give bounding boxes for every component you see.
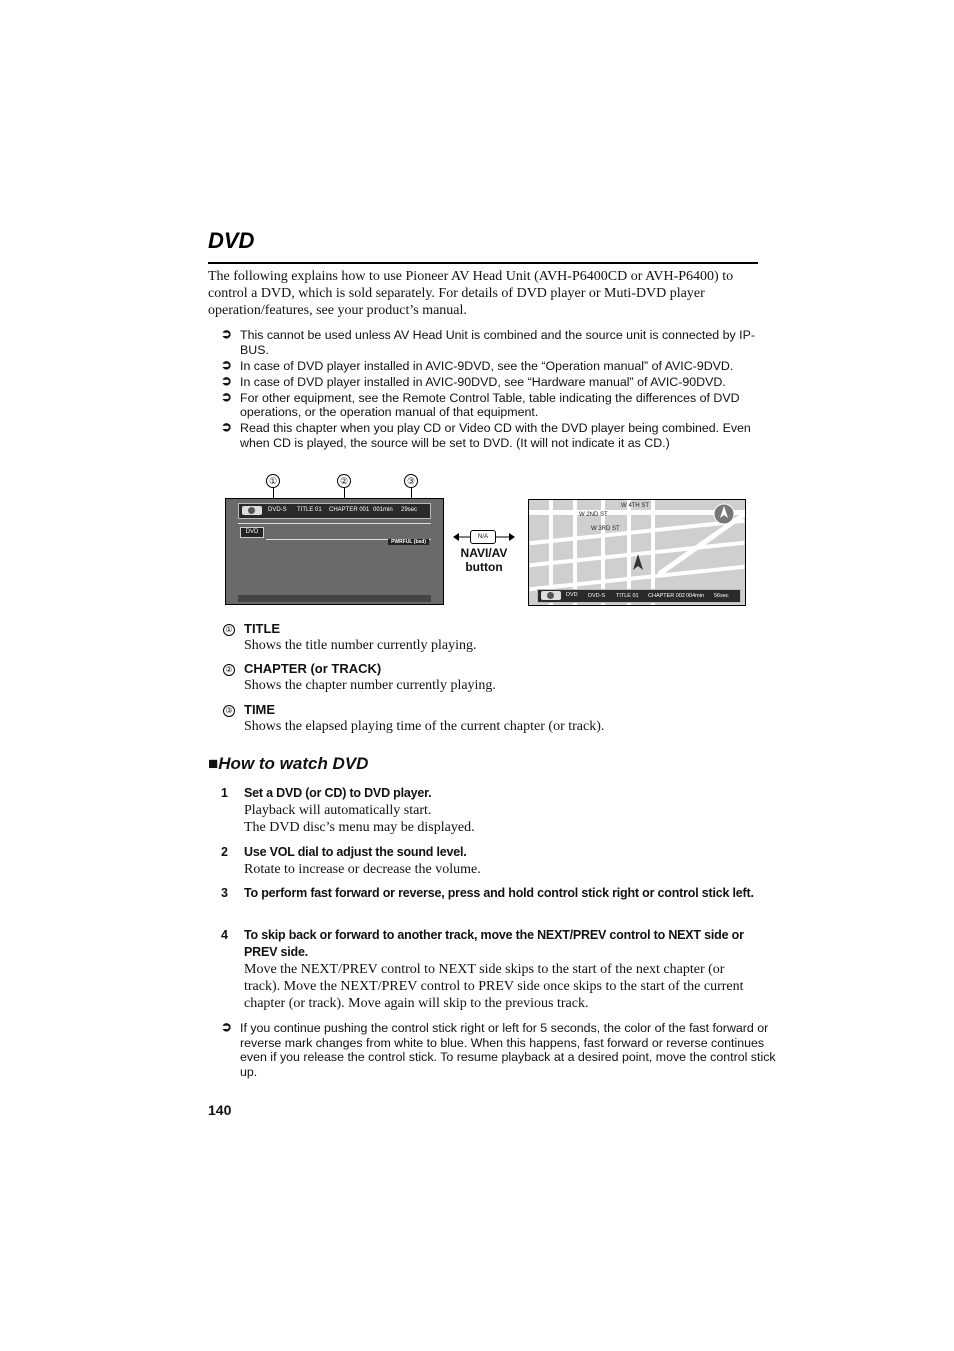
legend-time-label: TIME xyxy=(244,702,276,717)
time-min-readout: 004min xyxy=(686,593,705,599)
note-item: ➲ In case of DVD player installed in AVIC-90DVD, see “Hardware manual” of AVIC-90DVD. xyxy=(221,372,726,389)
title-readout: TITLE 01 xyxy=(616,593,639,599)
legend-title-desc: Shows the title number currently playing. xyxy=(244,638,477,653)
legend-num-2: ② xyxy=(223,664,235,676)
square-bullet-icon: ■ xyxy=(208,754,219,773)
section-heading: ■How to watch DVD xyxy=(208,754,369,773)
page-title: DVD xyxy=(208,228,255,253)
dvd-source-tag: DVD xyxy=(240,527,264,538)
street-label: W 4TH ST xyxy=(621,503,649,509)
map-status-bar xyxy=(537,589,741,603)
note-item: ➲ This cannot be used unless AV Head Unit is combined and the source unit is connected by IP-BUS. xyxy=(221,326,755,357)
vehicle-position-icon xyxy=(633,554,643,570)
navi-map-screen xyxy=(528,499,746,606)
notes-list xyxy=(221,328,761,452)
time-sec-readout: 56sec xyxy=(714,593,729,599)
note-arrow-icon: ➲ xyxy=(221,326,232,341)
step-desc: Rotate to increase or decrease the volume. xyxy=(244,862,481,877)
step-number: 3 xyxy=(221,886,228,900)
step-heading: To skip back or forward to another track, move the NEXT/PREV control to NEXT side or PREV side. xyxy=(244,928,744,959)
legend-chapter-desc: Shows the chapter number currently playing. xyxy=(244,678,496,693)
av-status-bar xyxy=(238,503,431,519)
note-item: ➲ Read this chapter when you play CD or Video CD with the DVD player being combined. Even when CD is played, the source will be set to DVD. (It will not indicate it as CD.) xyxy=(221,419,751,450)
navi-av-label: NAVI/AV button xyxy=(460,546,508,574)
legend-time-desc: Shows the elapsed playing time of the current chapter (or track). xyxy=(244,719,605,734)
legend-num-3: ③ xyxy=(223,705,235,717)
time-min-readout: 001min xyxy=(373,507,393,513)
step-desc: Move the NEXT/PREV control to NEXT side skips to the start of the next chapter (or track). Move the NEXT/PREV control to PREV side once skips to the start of the current chapter (or track). Move again will skip to the previous track. xyxy=(244,962,744,1011)
street-label: W 3RD ST xyxy=(591,526,620,532)
step-number: 2 xyxy=(221,845,228,859)
note-item: ➲ In case of DVD player installed in AVIC-9DVD, see the “Operation manual” of AVIC-9DVD. xyxy=(221,356,734,373)
step-heading: To perform fast forward or reverse, press and hold control stick right or control stick left. xyxy=(244,886,754,900)
note-arrow-icon: ➲ xyxy=(221,356,232,372)
title-readout: TITLE 01 xyxy=(297,507,322,513)
step-desc: Playback will automatically start. xyxy=(244,803,432,818)
title-rule xyxy=(208,262,758,264)
brand-logo: PWRFUL (bsd) xyxy=(388,539,429,545)
page-number: 140 xyxy=(208,1102,232,1118)
av-screen xyxy=(225,498,444,605)
legend-chapter-label: CHAPTER (or TRACK) xyxy=(244,661,382,676)
bottom-note: ➲ If you continue pushing the control stick right or left for 5 seconds, the color of the fast forward or reverse mark changes from white to blue. When this happens, fast forward or reverse continues even if you release the control stick. To resume playback at a desired point, move the control stick up. xyxy=(221,1019,776,1079)
legend-title-label: TITLE xyxy=(244,621,281,636)
compass-icon xyxy=(712,502,736,526)
chapter-readout: CHAPTER 002 xyxy=(648,593,685,599)
note-arrow-icon: ➲ xyxy=(221,1019,232,1034)
step-heading: Use VOL dial to adjust the sound level. xyxy=(244,845,467,859)
disc-icon xyxy=(242,506,262,515)
step-number: 4 xyxy=(221,928,228,942)
callout-3: ③ xyxy=(404,474,418,488)
street-label: W 2ND ST xyxy=(579,512,608,518)
source-label: DVD-S xyxy=(268,507,287,513)
note-arrow-icon: ➲ xyxy=(221,372,232,388)
note-item: ➲ For other equipment, see the Remote Control Table, table indicating the differences of DVD operations, or the operation manual of that equipment. xyxy=(221,388,740,419)
disc-icon xyxy=(541,591,561,600)
callout-1: ① xyxy=(266,474,280,488)
step-heading: Set a DVD (or CD) to DVD player. xyxy=(244,786,432,800)
navi-av-button[interactable]: N/A xyxy=(470,530,496,544)
time-sec-readout: 29sec xyxy=(401,507,418,513)
step-desc: The DVD disc’s menu may be displayed. xyxy=(244,820,475,835)
step-number: 1 xyxy=(221,786,228,800)
callout-2: ② xyxy=(337,474,351,488)
note-arrow-icon: ➲ xyxy=(221,419,232,434)
note-arrow-icon: ➲ xyxy=(221,388,232,404)
legend-num-1: ① xyxy=(223,624,235,636)
source-label: DVD-S xyxy=(588,593,606,599)
source-tag: DVD xyxy=(566,592,578,598)
intro-paragraph: The following explains how to use Pioneer AV Head Unit (AVH-P6400CD or AVH-P6400) to control a DVD, which is sold separately. For details of DVD player or Muti-DVD player operation/features, see your product’s manual. xyxy=(208,269,734,318)
chapter-readout: CHAPTER 001 xyxy=(329,507,370,513)
